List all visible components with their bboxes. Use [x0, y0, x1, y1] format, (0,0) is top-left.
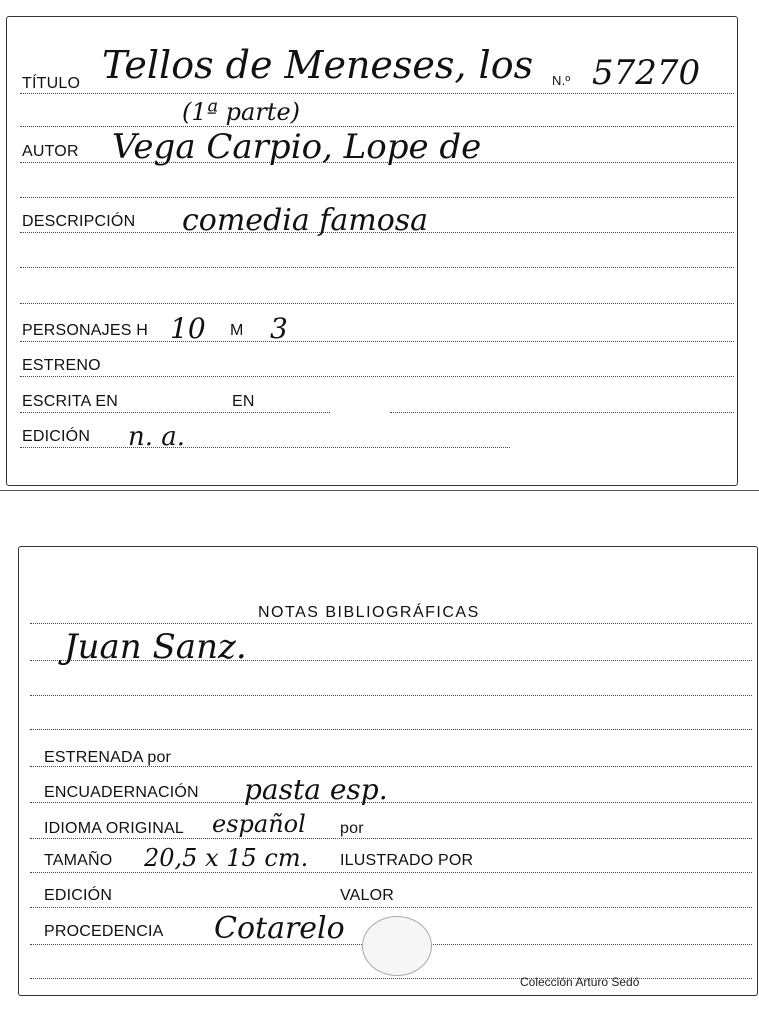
tamano-value: 20,5 x 15 cm.: [144, 844, 309, 872]
procedencia-label: PROCEDENCIA: [44, 923, 164, 940]
personajes-m-label: M: [230, 322, 244, 339]
rule: [30, 729, 752, 730]
autor-label: AUTOR: [22, 143, 79, 160]
procedencia-value: Cotarelo: [214, 911, 345, 946]
stamp-mark: [362, 916, 432, 976]
edicion-value: n. a.: [128, 422, 186, 452]
encuadernacion-label: ENCUADERNACIÓN: [44, 784, 199, 801]
personajes-m-value: 3: [270, 312, 288, 345]
rule: [20, 267, 734, 268]
rule: [20, 341, 734, 342]
ilustrado-label: ILUSTRADO POR: [340, 852, 474, 869]
rule: [20, 376, 734, 377]
rule: [20, 447, 510, 448]
estrenada-label: ESTRENADA por: [44, 749, 172, 766]
notas-value: Juan Sanz.: [64, 627, 247, 667]
escrita-label: ESCRITA EN: [22, 393, 118, 410]
autor-value: Vega Carpio, Lope de: [112, 127, 482, 167]
estreno-label: ESTRENO: [22, 357, 101, 374]
rule: [20, 303, 734, 304]
descripcion-label: DESCRIPCIÓN: [22, 213, 136, 230]
rule: [30, 695, 752, 696]
titulo-subtitle: (1ª parte): [182, 98, 301, 126]
descripcion-value: comedia famosa: [182, 203, 429, 238]
idioma-por-label: por: [340, 820, 364, 837]
personajes-label: PERSONAJES H: [22, 322, 148, 339]
edicion-label: EDICIÓN: [22, 428, 91, 445]
escrita-en-label: EN: [232, 393, 255, 410]
idioma-label: IDIOMA ORIGINAL: [44, 820, 184, 837]
titulo-label: TÍTULO: [22, 75, 81, 92]
rule: [30, 907, 752, 908]
rule: [30, 802, 752, 803]
rule: [30, 766, 752, 767]
tamano-label: TAMAÑO: [44, 852, 113, 869]
rule: [30, 978, 752, 979]
titulo-value: Tellos de Meneses, los: [102, 43, 534, 87]
valor-label: VALOR: [340, 887, 395, 904]
encuadernacion-value: pasta esp.: [244, 773, 388, 806]
rule: [390, 412, 734, 413]
numero-value: 57270: [592, 53, 701, 93]
numero-label: N.º: [552, 73, 571, 88]
collection-footer: Colección Arturo Sedó: [520, 975, 640, 989]
rule: [20, 197, 734, 198]
rule: [20, 412, 330, 413]
rule: [30, 838, 752, 839]
card-separator: [0, 490, 759, 491]
rule: [30, 872, 752, 873]
notas-heading: NOTAS BIBLIOGRÁFICAS: [258, 604, 480, 621]
bottom-edicion-label: EDICIÓN: [44, 887, 113, 904]
rule: [30, 623, 752, 624]
personajes-h-value: 10: [170, 312, 206, 345]
idioma-value: español: [212, 810, 306, 838]
rule: [20, 93, 734, 94]
